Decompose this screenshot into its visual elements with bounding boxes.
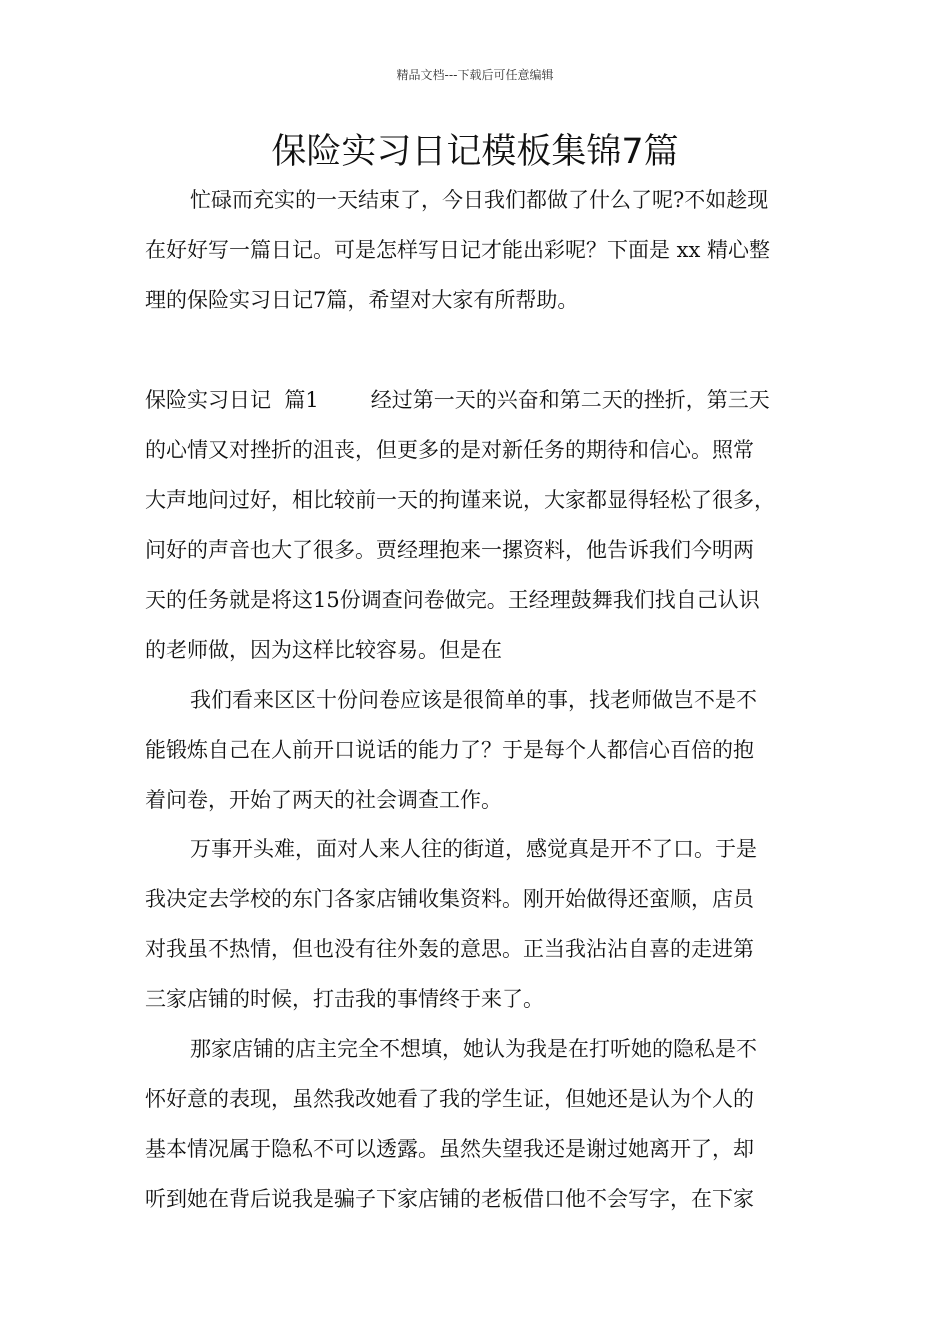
section-1-line: 的心情又对挫折的沮丧，但更多的是对新任务的期待和信心。照常	[145, 438, 754, 462]
section-1-line: 问好的声音也大了很多。贾经理抱来一摞资料，他告诉我们今明两	[145, 538, 754, 562]
section-1-line: 天的任务就是将这15份调查问卷做完。王经理鼓舞我们找自己认识	[145, 588, 760, 612]
paragraph-2-line: 着问卷，开始了两天的社会调查工作。	[145, 788, 502, 812]
paragraph-2-line: 能锻炼自己在人前开口说话的能力了？于是每个人都信心百倍的抱	[145, 738, 754, 762]
intro-line: 在好好写一篇日记。可是怎样写日记才能出彩呢？下面是 xx 精心整	[145, 238, 771, 262]
paragraph-3-line: 对我虽不热情，但也没有往外轰的意思。正当我沾沾自喜的走进第	[145, 937, 754, 961]
document-title: 保险实习日记模板集锦7篇	[271, 132, 679, 172]
paragraph-4-line: 那家店铺的店主完全不想填，她认为我是在打听她的隐私是不	[190, 1037, 757, 1061]
paragraph-3-line: 我决定去学校的东门各家店铺收集资料。刚开始做得还蛮顺，店员	[145, 887, 754, 911]
section-1-line: 的老师做，因为这样比较容易。但是在	[145, 638, 502, 662]
section-1-line: 大声地问过好，相比较前一天的拘谨来说，大家都显得轻松了很多，	[145, 488, 775, 512]
paragraph-3-line: 万事开头难，面对人来人往的街道，感觉真是开不了口。于是	[190, 837, 757, 861]
paragraph-4-line: 听到她在背后说我是骗子下家店铺的老板借口他不会写字，在下家	[145, 1187, 754, 1211]
section-heading: 保险实习日记 篇1	[145, 388, 319, 412]
paragraph-3-line: 三家店铺的时候，打击我的事情终于来了。	[145, 987, 544, 1011]
paragraph-2-line: 我们看来区区十份问卷应该是很简单的事，找老师做岂不是不	[190, 688, 757, 712]
paragraph-4-line: 基本情况属于隐私不可以透露。虽然失望我还是谢过她离开了，却	[145, 1137, 754, 1161]
paragraph-4-line: 怀好意的表现，虽然我改她看了我的学生证，但她还是认为个人的	[145, 1087, 754, 1111]
intro-line: 理的保险实习日记7篇，希望对大家有所帮助。	[145, 288, 579, 312]
header-note: 精品文档---下载后可任意编辑	[396, 68, 554, 82]
intro-line: 忙碌而充实的一天结束了，今日我们都做了什么了呢?不如趁现	[190, 188, 769, 212]
section-1-first-line-text: 经过第一天的兴奋和第二天的挫折，第三天	[370, 388, 770, 412]
section-1-first-line	[145, 386, 770, 414]
